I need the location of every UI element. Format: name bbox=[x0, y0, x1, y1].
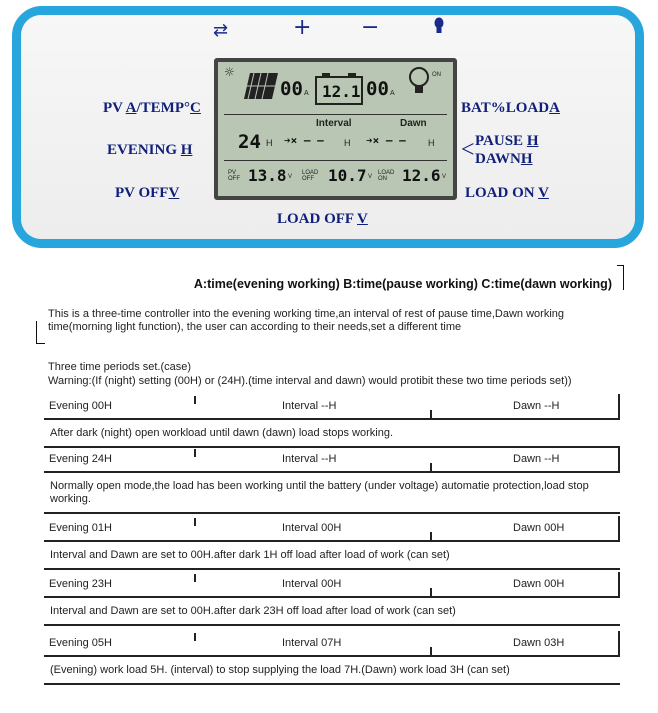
evening-hours-label: EVENING H bbox=[107, 142, 193, 158]
chevron-left-icon: < bbox=[461, 137, 475, 163]
interval-hours-unit: H bbox=[344, 138, 351, 148]
load-off-unit: V bbox=[368, 174, 373, 180]
load-bulb-icon bbox=[408, 66, 430, 100]
interval-cell: Interval --H bbox=[282, 453, 337, 465]
table-row bbox=[44, 572, 620, 598]
interval-cell: Interval 00H bbox=[282, 522, 342, 534]
table-row bbox=[44, 631, 620, 657]
divider-tick bbox=[194, 518, 196, 526]
lcd-display bbox=[214, 58, 457, 200]
load-on-unit: V bbox=[442, 174, 447, 180]
swap-arrows-icon[interactable]: ⇄ bbox=[213, 20, 229, 41]
battery-voltage-value: 12.1 bbox=[322, 82, 361, 101]
interval-cell: Interval --H bbox=[282, 400, 337, 412]
pv-off-unit: V bbox=[288, 174, 293, 180]
dawn-hours-value: ➔× – – bbox=[366, 134, 406, 147]
load-off-voltage-label: LOAD OFF V bbox=[277, 211, 368, 227]
interval-indicator: Interval bbox=[316, 118, 352, 129]
pv-amp-temp-label: PV A/TEMP°C bbox=[103, 100, 201, 116]
bulb-icon[interactable] bbox=[433, 17, 445, 40]
sun-icon: ☼ bbox=[224, 65, 235, 79]
evening-cell: Evening 00H bbox=[49, 400, 112, 412]
interval-hours-value: ➔× – – bbox=[284, 134, 324, 147]
pv-current-unit: A bbox=[304, 90, 309, 97]
load-current-unit: A bbox=[390, 90, 395, 97]
evening-cell: Evening 05H bbox=[49, 637, 112, 649]
dawn-cell: Dawn --H bbox=[513, 453, 560, 465]
dawn-indicator: Dawn bbox=[400, 118, 427, 129]
corner-mark bbox=[36, 321, 45, 344]
lcd-divider bbox=[224, 160, 447, 161]
pause-hours-label: PAUSE H bbox=[475, 133, 539, 149]
table-row bbox=[44, 516, 620, 542]
evening-hours-unit: H bbox=[266, 138, 273, 148]
row-description: Interval and Dawn are set to 00H.after dark 1H off load after load of work (can set) bbox=[44, 543, 620, 570]
dawn-cell: Dawn 00H bbox=[513, 578, 565, 590]
interval-cell: Interval 07H bbox=[282, 637, 342, 649]
load-on-tag: LOAD ON bbox=[378, 170, 395, 182]
divider-tick bbox=[194, 574, 196, 582]
dawn-hours-label: DAWNH bbox=[475, 151, 533, 167]
minus-button[interactable]: − bbox=[361, 15, 380, 40]
row-description: Normally open mode,the load has been working until the battery (under voltage) automatie protection,load stop working. bbox=[44, 474, 620, 514]
evening-cell: Evening 24H bbox=[49, 453, 112, 465]
dawn-cell: Dawn 03H bbox=[513, 637, 565, 649]
pv-current-value: 00 bbox=[280, 78, 303, 100]
divider-tick bbox=[430, 588, 432, 596]
divider-tick bbox=[430, 410, 432, 418]
divider-tick bbox=[194, 633, 196, 641]
corner-mark bbox=[617, 265, 624, 290]
load-on-value: 12.6 bbox=[402, 166, 441, 185]
load-off-tag: LOAD OFF bbox=[302, 170, 319, 182]
table-row bbox=[44, 447, 620, 473]
dawn-hours-unit: H bbox=[428, 138, 435, 148]
load-current-value: 00 bbox=[366, 78, 389, 100]
divider-tick bbox=[430, 532, 432, 540]
bat-load-amp-label: BAT%LOADA bbox=[461, 100, 560, 116]
evening-hours-value: 24 bbox=[238, 131, 261, 153]
divider-tick bbox=[430, 463, 432, 471]
load-off-value: 10.7 bbox=[328, 166, 367, 185]
table-row bbox=[44, 394, 620, 420]
divider-tick bbox=[430, 647, 432, 655]
pv-off-value: 13.8 bbox=[248, 166, 287, 185]
section-heading: A:time(evening working) B:time(pause working) C:time(dawn working) bbox=[193, 277, 612, 291]
dawn-cell: Dawn --H bbox=[513, 400, 560, 412]
lcd-divider bbox=[224, 114, 447, 115]
plus-button[interactable]: + bbox=[293, 15, 312, 40]
controller-panel bbox=[12, 6, 644, 248]
row-description: (Evening) work load 5H. (interval) to stop supplying the load 7H.(Dawn) work load 3H (can set) bbox=[44, 658, 620, 685]
pv-off-voltage-label: PV OFFV bbox=[115, 185, 180, 201]
solar-panel-icon bbox=[244, 73, 278, 103]
pv-off-tag: PV OFF bbox=[228, 170, 240, 182]
divider-tick bbox=[194, 396, 196, 404]
load-on-voltage-label: LOAD ON V bbox=[465, 185, 549, 201]
warning-text: Warning:(If (night) setting (00H) or (24H).(time interval and dawn) would protibit these two time periods set)) bbox=[48, 375, 572, 387]
panel-face bbox=[21, 15, 635, 239]
evening-cell: Evening 01H bbox=[49, 522, 112, 534]
interval-cell: Interval 00H bbox=[282, 578, 342, 590]
evening-cell: Evening 23H bbox=[49, 578, 112, 590]
intro-paragraph: This is a three-time controller into the evening working time,an interval of rest of pause time,Dawn working time(morning light function), the user can according to their needs,set a different time bbox=[48, 308, 565, 333]
row-description: After dark (night) open workload until dawn (dawn) load stops working. bbox=[44, 421, 620, 448]
row-description: Interval and Dawn are set to 00H.after dark 23H off load after load of work (can set) bbox=[44, 599, 620, 626]
dawn-cell: Dawn 00H bbox=[513, 522, 565, 534]
load-on-indicator: ON bbox=[432, 72, 441, 78]
divider-tick bbox=[194, 449, 196, 457]
set-title: Three time periods set.(case) bbox=[48, 361, 192, 373]
